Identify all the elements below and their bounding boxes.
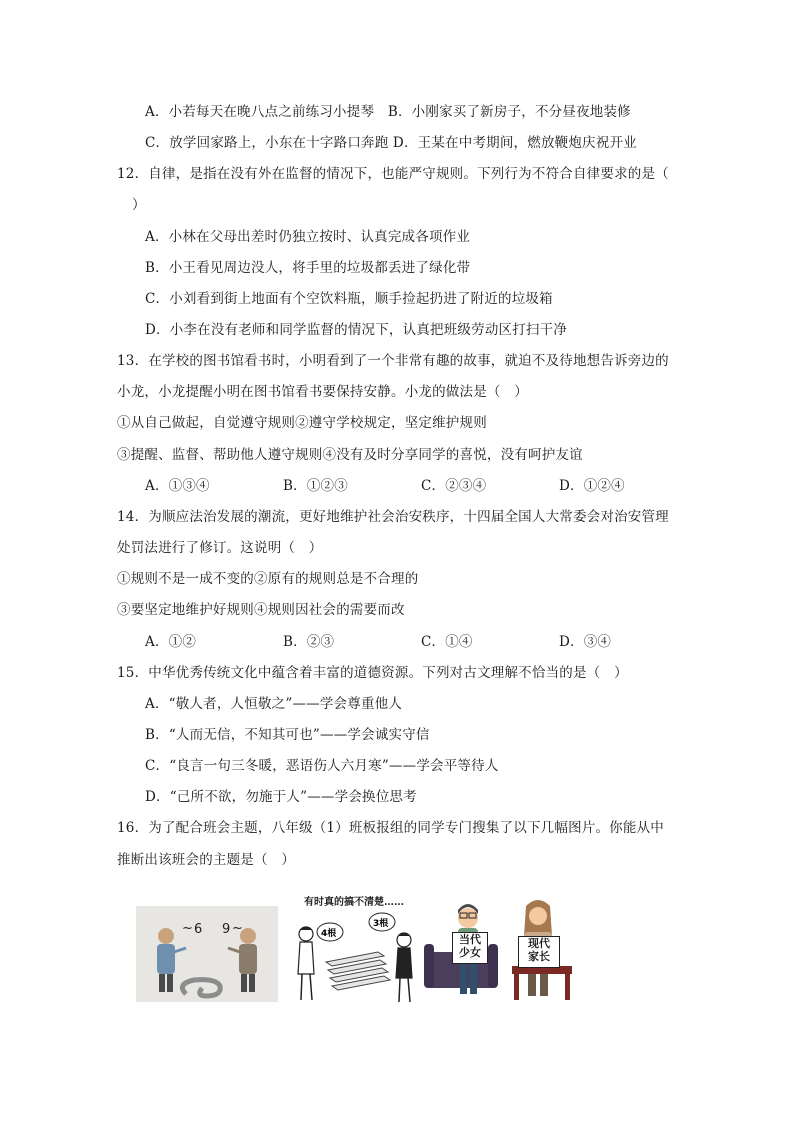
q11-options-cd: C．放学回家路上，小东在十字路口奔跑 D．王某在中考期间，燃放鞭炮庆祝开业 <box>145 135 637 151</box>
q16-figure <box>132 890 582 1008</box>
q15-option-d: D．“己所不欲，勿施于人”——学会换位思考 <box>145 789 417 805</box>
q13-option-a: A．①③④ <box>145 478 210 494</box>
q13-statements-12: ①从自己做起，自觉遵守规则②遵守学校规定，坚定维护规则 <box>117 415 487 431</box>
q12-stem: 12．自律，是指在没有外在监督的情况下，也能严守规则。下列行为不符合自律要求的是（ <box>117 166 669 182</box>
sign-modern-parent: 现代 家长 <box>518 936 560 968</box>
q12-option-b: B．小王看见周边没人，将手里的垃圾都丢进了绿化带 <box>145 260 471 276</box>
q12-option-a: A．小林在父母出差时仍独立按时、认真完成各项作业 <box>145 229 471 245</box>
q13-option-d: D．①②④ <box>559 478 625 494</box>
sticks-caption: 有时真的搞不清楚…… <box>304 897 404 908</box>
q14-options <box>145 632 697 652</box>
q13-option-c: C．②③④ <box>421 478 487 494</box>
q15-option-a: A．“敬人者，人恒敬之”——学会尊重他人 <box>145 696 403 712</box>
q13-stem: 13．在学校的图书馆看书时，小明看到了一个非常有趣的故事，就迫不及待地想告诉旁边的 <box>117 353 669 369</box>
sticks-illustration <box>292 890 422 1008</box>
q14-option-b: B．②③ <box>283 634 335 650</box>
q15-option-c: C．“良言一句三冬暖，恶语伤人六月寒”——学会平等待人 <box>145 758 499 774</box>
q13-option-b: B．①②③ <box>283 478 348 494</box>
q14-stem-cont: 处罚法进行了修订。这说明（ ） <box>117 540 323 556</box>
q15-stem: 15．中华优秀传统文化中蕴含着丰富的道德资源。下列对古文理解不恰当的是（ ） <box>117 665 628 681</box>
q14-option-a: A．①② <box>145 634 197 650</box>
q13-options <box>145 476 697 496</box>
q14-stem: 14．为顺应法治发展的潮流，更好地维护社会治安秩序，十四届全国人大常委会对治安管理 <box>117 509 669 525</box>
number-six: 6 <box>194 922 203 937</box>
q14-option-c: C．①④ <box>421 634 473 650</box>
q16-stem: 16．为了配合班会主题，八年级（1）班板报组的同学专门搜集了以下几幅图片。你能从中 <box>117 820 664 836</box>
six-nine-illustration <box>136 906 278 1002</box>
q12-option-c: C．小刘看到街上地面有个空饮料瓶，顺手捡起扔进了附近的垃圾箱 <box>145 291 553 307</box>
bubble-four-sticks: 4根 <box>321 929 337 939</box>
number-nine: 9 <box>222 922 231 937</box>
figure-panel-sticks <box>292 890 422 1008</box>
q11-options-ab: A．小若每天在晚八点之前练习小提琴 B．小刚家买了新房子，不分昼夜地装修 <box>145 104 631 120</box>
q14-option-d: D．③④ <box>559 634 612 650</box>
q15-option-b: B．“人而无信，不知其可也”——学会诚实守信 <box>145 727 430 743</box>
q12-option-d: D．小李在没有老师和同学监督的情况下，认真把班级劳动区打扫干净 <box>145 322 568 338</box>
bubble-three-sticks: 3根 <box>373 919 389 929</box>
svg-text:~: ~ <box>232 921 243 936</box>
figure-panel-sofa <box>424 896 580 1006</box>
q16-stem-cont: 推断出该班会的主题是（ ） <box>117 852 296 868</box>
q14-statements-12: ①规则不是一成不变的②原有的规则总是不合理的 <box>117 571 419 587</box>
svg-text:~: ~ <box>182 921 193 936</box>
q13-stem-cont: 小龙，小龙提醒小明在图书馆看书要保持安静。小龙的做法是（ ） <box>117 384 528 400</box>
q12-stem-end: ） <box>132 197 146 213</box>
sign-contemporary-girl: 当代 少女 <box>452 932 488 964</box>
q13-statements-34: ③提醒、监督、帮助他人遵守规则④没有及时分享同学的喜悦，没有呵护友谊 <box>117 447 583 463</box>
figure-panel-six-nine <box>136 906 278 1002</box>
q14-statements-34: ③要坚定地维护好规则④规则因社会的需要而改 <box>117 602 405 618</box>
